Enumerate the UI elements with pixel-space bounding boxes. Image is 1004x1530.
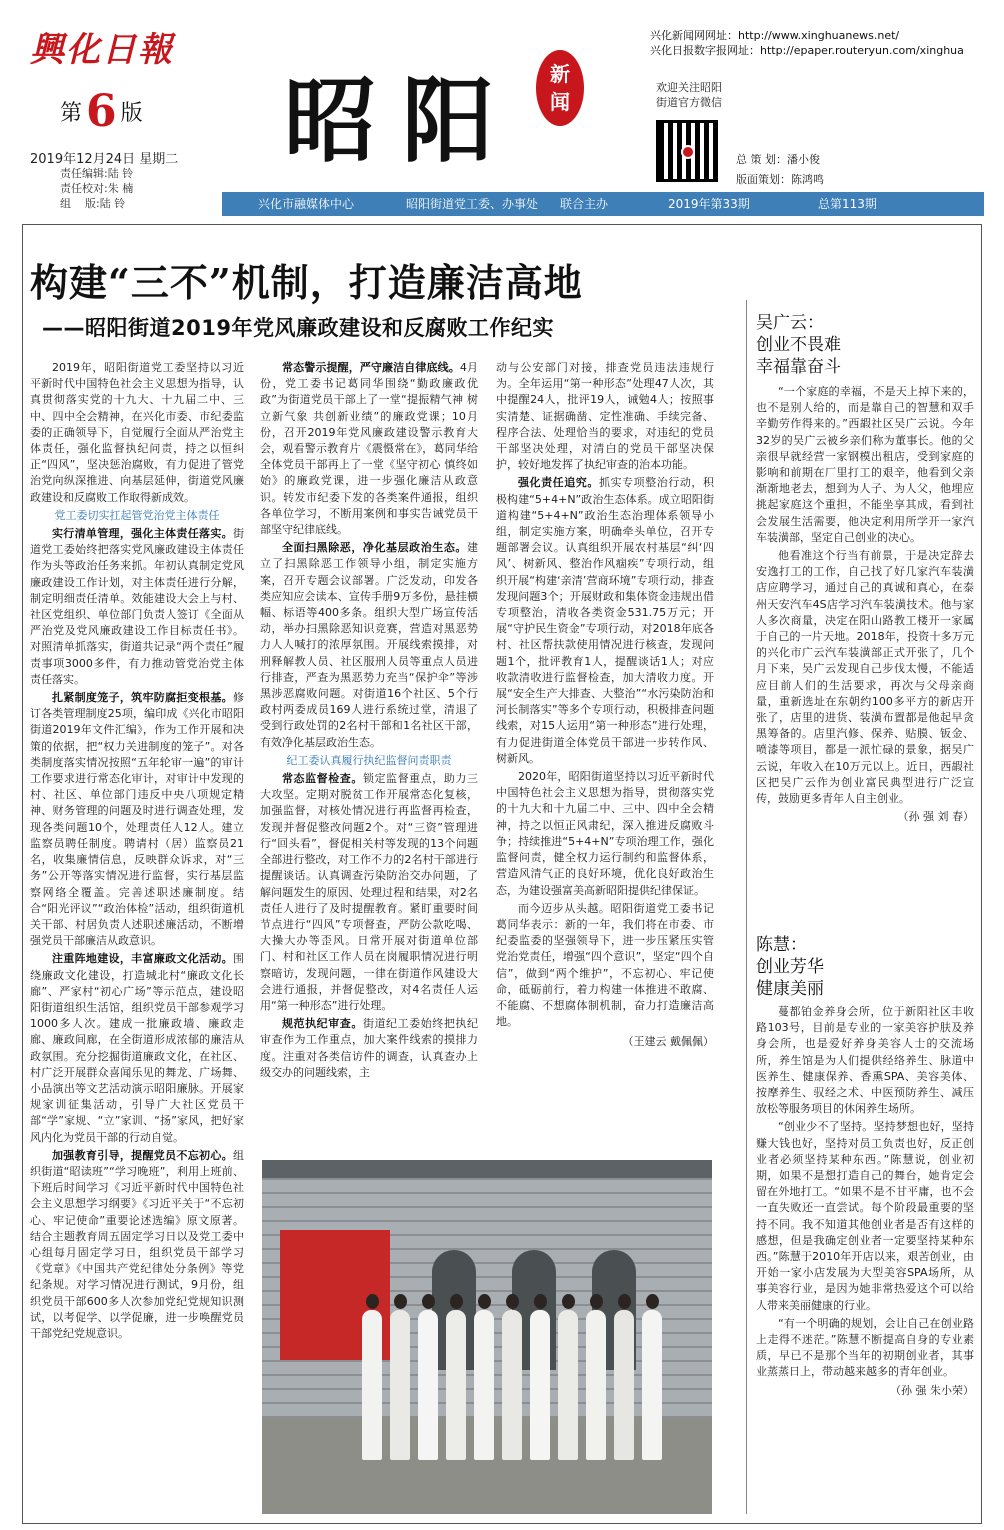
bar-org: 兴化市融媒体中心 [258, 197, 355, 211]
side-story-1-name: 吴广云： [756, 313, 824, 333]
section-heading: 纪工委认真履行执纪监督问责职责 [286, 753, 452, 767]
issue-date: 2019年12月24日 星期二 [30, 152, 179, 167]
side-story-1-body [756, 384, 974, 924]
proof-credit: 责任校对:朱 楠 [60, 182, 134, 195]
article-column-3 [496, 360, 714, 1160]
side-story-1-byline: （孙 强 刘 春） [897, 810, 974, 824]
article-column-1 [30, 360, 244, 1514]
paragraph: 扎紧制度笼子，筑牢防腐拒变根基。修订各类管理制度25项，编印成《兴化市昭阳街道2019年文件汇编》，作为工作开展和决策的依据，把“权力关进制度的笼子”。对各类制度落实情况按照“五年轮审一遍”的审计工作要求进行常态化审计，对审计中发现的村、社区、单位部门违反中央八项规定精神、财务管理的问题及时进行调查处理，发现各类问题10个，处理责任人12人。建立监察员聘任制度。聘请村（居）监察员21名，收集廉情信息，反映群众诉求，对“三务”公开等落实情况进行监督，实行基层监察网络全覆盖。完善述职述廉制度。结合“阳光评议”“政治体检”活动，组织街道机关干部、村居负责人述职述廉活动，不断增强党员干部廉洁从政意识。 [30, 691, 244, 948]
masthead [0, 0, 1004, 222]
paragraph: 2020年，昭阳街道坚持以习近平新时代中国特色社会主义思想为指导，贯彻落实党的十九大和十九届二中、三中、四中全会精神，持之以恒正风肃纪，深入推进反腐败斗争；持续推进“5+4+N”专项治理工作，强化监督问责，健全权力运行制约和监督体系，营造风清气正的良好环境，优化良好政治生态，为建设强富美高新昭阳提供纪律保证。 [496, 770, 714, 897]
photo-person [614, 1310, 634, 1460]
paragraph: 动与公安部门对接，排查党员违法违规行为。全年运用“第一种形态”处理47人次，其中提醒24人，批评19人，诫勉4人；按照事实清楚、证据确凿、定性准确、手续完备、程序合法、处理恰当的要求，对违纪的党员干部坚决处理，对清白的党员干部坚决保护，较好地发挥了执纪审查的治本功能。 [496, 361, 714, 472]
group-oath-photo [262, 1160, 712, 1514]
qr-code-icon[interactable] [656, 120, 718, 182]
chief-planner: 总 策 划：潘小俊 [736, 153, 820, 166]
side-story-2-line1: 创业芳华 [756, 957, 824, 977]
paragraph: “一个家庭的幸福，不是天上掉下来的，也不是别人给的，而是靠自己的智慧和双手辛勤劳作得来的。”西嘏社区吴广云说。今年32岁的吴广云被乡亲们称为董事长。他的父亲很早就经营一家钢模出租店，受到家庭的影响和前期在厂里打工的艰辛，他看到父亲渐渐地老去，想到为人子、为人父，他埋应挑起家庭这个重担，不能坐享其成，看到社会发展生活需要，他决定利用所学开一家汽车装潢部，坚定自己创业的决心。 [756, 385, 974, 544]
paragraph: 全面扫黑除恶，净化基层政治生态。建立了扫黑除恶工作领导小组，制定实施方案，召开专题会议部署。广泛发动，印发各类应知应会读本、宣传手册9万多份，悬挂横幅、标语等400多条。组织大型广场宣传活动，举办扫黑除恶知识竞赛，营造对黑恶势力人人喊打的浓厚氛围。开展线索摸排，对刑释解教人员、社区服刑人员等重点人员进行排查，严查为黑恶势力充当“保护伞”等涉黑涉恶腐败问题。对街道16个社区、5个行政村两委成员169人进行系统过堂，清退了受到行政处罚的2名村干部和1名社区干部，有效净化基层政治生态。 [260, 541, 478, 749]
photo-person [586, 1310, 606, 1460]
newspaper-logo: 興化日報 [30, 30, 174, 70]
photo-person [642, 1310, 662, 1460]
side-story-2-name: 陈慧： [756, 935, 807, 955]
photo-person [558, 1310, 578, 1460]
article-column-2 [260, 360, 478, 1150]
side-story-2-line2: 健康美丽 [756, 979, 824, 999]
wechat-line-1: 欢迎关注昭阳 [656, 81, 722, 94]
paragraph: 蔓都铂金养身会所，位于新阳社区丰收路103号，目前是专业的一家美容护肤及养身会所，也是爱好养身美容人士的交流场所，养生馆是为人们提供经络养生、脉道中医养生、健康保养、香熏SPA、美容美体、按摩养生、驭经之术、中医预防养生、减压放松等服务项目的休闲养生场所。 [756, 1005, 974, 1116]
page-title: 昭阳 [284, 67, 521, 175]
paragraph: 实行清单管理，强化主体责任落实。街道党工委始终把落实党风廉政建设主体责任作为头等政治任务来抓。年初认真制定党风廉政建设工作计划，对主体责任进行分解，制定明细责任清单。效能建设大会上与村、社区党组织、单位部门负责人签订《全面从严治党及党风廉政建设工作目标责任书》。对照清单抓落实，街道共记录“两个责任”履责事项3000多件，有力推动管党治党主体责任落实。 [30, 527, 244, 686]
article-subheadline: ——昭阳街道2019年党风廉政建设和反腐败工作纪实 [42, 316, 554, 340]
bar-joint: 联合主办 [560, 197, 609, 211]
qr-center-logo [681, 145, 695, 159]
side-story-1-title [756, 312, 841, 378]
edition-label: 第6 版 [60, 86, 143, 137]
paragraph: 常态监督检查。锁定监督重点，助力三大攻坚。定期对脱贫工作开展常态化复核，加强监督，对核处情况进行再监督再检查，发现并督促整改问题2个。对“三资”管理进行“回头看”，督促相关村等发现的13个问题全部进行整改，对工作不力的2名村干部进行提醒谈话。认真调查污染防治交办问题，了解问题发生的原因、处理过程和结果，对2名责任人进行了及时提醒教育。紧盯重要时间节点进行“四风”专项督查，严防公款吃喝、大操大办等歪风。日常开展对街道单位部门、村和社区工作人员在岗履职情况进行明察暗访，发现问题，一律在街道作风建设大会进行通报，并督促整改，对4名责任人运用“第一种形态”进行处理。 [260, 772, 478, 1012]
planner-credits [736, 150, 824, 190]
edition-number: 6 [86, 86, 117, 137]
epaper-url[interactable]: 兴化日报数字报网址：http://epaper.routeryun.com/xinghua [650, 44, 964, 57]
article-byline: （王建云 戴佩佩） [622, 1035, 714, 1049]
side-story-2-byline: （孙 强 朱小荣） [890, 1383, 974, 1397]
section-heading: 党工委切实扛起管党治党主体责任 [54, 508, 220, 522]
wechat-line-2: 街道官方微信 [656, 96, 722, 109]
column-divider [746, 300, 747, 1514]
side-story-1-line1: 创业不畏难 [756, 335, 841, 355]
paragraph: “有一个明确的规划，会让自己在创业路上走得不迷茫。”陈慧不断提高自身的专业素质，早已不是那个当年的初期创业者，其事业蒸蒸日上，带动越来越多的青年创业。 [756, 1316, 974, 1379]
bar-issue: 2019年第33期 [668, 197, 750, 211]
photo-person [362, 1310, 382, 1460]
wechat-prompt [656, 80, 722, 110]
paragraph: 加强教育引导，提醒党员不忘初心。组织街道“昭读班”“学习晚班”，利用上班前、下班后时间学习《习近平新时代中国特色社会主义思想学习纲要》《习近平关于“不忘初心、牢记使命”重要论述选编》原文原著。结合主题教育周五固定学习日以及党工委中心组每月固定学习日，组织党员干部学习《党章》《中国共产党纪律处分条例》等党纪条规。对学习情况进行测试，9月份，组织党员干部600多人次参加党纪党规知识测试，以考促学、以学促廉，进一步唤醒党员干部党纪党规意识。 [30, 1148, 244, 1340]
paragraph: 强化责任追究。抓实专项整治行动，积极构建“5+4+N”政治生态体系。成立昭阳街道构建“5+4+N”政治生态治理体系领导小组，制定实施方案，明确牵头单位，召开专题部署会议。认真组织开展农村基层“纠‘四风’、树新风、整治作风痼疾”专项行动，组织开展“构建‘亲清’营商环境”专项行动，排查发现问题3个；开展财政和集体资金违规出借专项整治，清收各类资金531.75万元；开展“守护民生资金”专项行动，对2018年底各村、社区帮扶款使用情况进行核查，发现问题1个，批评教育1人，提醒谈话1人；对应收款清收进行监督检查，加大清收力度。开展“安全生产大排查、大整治”“水污染防治和河长制落实”等多个专项行动，积极排查问题线索，对15人运用“第一种形态”进行处理，有力促进街道全体党员干部进一步转作风、树新风。 [496, 476, 714, 765]
photo-person [474, 1310, 494, 1460]
photo-person [418, 1310, 438, 1460]
news-url[interactable]: 兴化新闻网网址：http://www.xinghuanews.net/ [650, 29, 900, 42]
side-story-2-title [756, 934, 824, 1000]
layout-credit: 组 版:陆 铃 [60, 197, 126, 210]
layout-planner: 版面策划：陈鸿鸣 [736, 173, 824, 186]
photo-person [390, 1310, 410, 1460]
news-seal: 新闻 [536, 50, 584, 126]
website-urls [650, 28, 964, 58]
photo-person [502, 1310, 522, 1460]
paragraph: “创业少不了坚持。坚持梦想也好，坚持赚大钱也好，坚持对员工负责也好，反正创业者必须坚持某种东西。”陈慧说，创业初期，如果不是想打造自己的舞台，她肯定会留在外地打工。“如果不是不甘平庸，也不会一直失败还一直尝试。每个阶段最重要的坚持不同。我不知道其他创业者是否有这样的感想，但是我确定创业者一定要坚持某种东西。”陈慧于2010年开店以来，艰苦创业，由开始一家小店发展为大型美容SPA场所，从事美容行业，是因为她非常热爱这个可以给人带来美丽健康的行业。 [756, 1120, 974, 1312]
paragraph: 常态警示提醒，严守廉洁自律底线。4月份，党工委书记葛同华围绕“勤政廉政优政”为街道党员干部上了一堂“提振精气神 树立新气象 共创新业绩”的廉政党课；10月份，召开2019年党风廉政建设警示教育大会，观看警示教育片《震慑常在》，葛同华给全体党员干部再上了一堂《坚守初心 慎终如始》的廉政党课，进一步强化廉洁从政意识。转发市纪委下发的各类案件通报，组织各单位学习，不断用案例和事实告诫党员干部坚守纪律底线。 [260, 361, 478, 537]
paragraph: 2019年，昭阳街道党工委坚持以习近平新时代中国特色社会主义思想为指导，认真贯彻落实党的十九大、十九届二中、三中、四中全会精神，在兴化市委、市纪委监委的正确领导下，自觉履行全面从严治党主体责任，强化监督执纪问责，持之以恒纠正“四风”，坚决惩治腐败，有力促进了管党治党向纵深推进、向基层延伸，街道党风廉政建设和反腐败工作取得新成效。 [30, 361, 244, 504]
bar-host: 昭阳街道党工委、办事处 [406, 197, 539, 211]
photo-person [530, 1310, 550, 1460]
publisher-bar [222, 192, 984, 216]
paragraph: 规范执纪审查。街道纪工委始终把执纪审查作为工作重点，加大案件线索的摸排力度。注重对各类信访件的调查，认真查办上级交办的问题线索，主 [260, 1017, 478, 1079]
side-story-1-line2: 幸福靠奋斗 [756, 357, 841, 377]
bar-total: 总第113期 [818, 197, 877, 211]
article-headline: 构建“三不”机制，打造廉洁高地 [30, 260, 583, 305]
paragraph: 而今迈步从头越。昭阳街道党工委书记葛同华表示：新的一年，我们将在市委、市纪委监委的坚强领导下，进一步压紧压实管党治党责任，增强“四个意识”，坚定“四个自信”，做到“两个维护”，不忘初心、牢记使命，砥砺前行，着力构建一体推进不敢腐、不能腐、不想腐体制机制，奋力打造廉洁高地。 [496, 901, 714, 1029]
side-story-2-body [756, 1004, 974, 1514]
staff-credits [60, 166, 133, 211]
paragraph: 注重阵地建设，丰富廉政文化活动。围绕廉政文化建设，打造城北村“廉政文化长廊”、严家村“初心广场”等示范点，建设昭阳街道组织生活馆，组织党员干部参观学习1000多人次。建成一批廉政墙、廉政走廊、廉政间廊，在全街道形成浓郁的廉洁从政氛围。充分挖掘街道廉政文化，在社区、村广泛开展群众喜闻乐见的舞龙、广场舞、小品演出等文艺活动演示昭阳廉脉。开展家规家训征集活动，引导广大社区党员干部“学”家规、“立”家训、“扬”家风，把好家风内化为党员干部的行动自觉。 [30, 952, 244, 1144]
photo-person [446, 1310, 466, 1460]
editor-credit: 责任编辑:陆 铃 [60, 167, 134, 180]
paragraph: 他看准这个行当有前景，于是决定辞去安逸打工的工作，自己找了好几家汽车装潢店应聘学习，通过自己的真诚和真心，在泰州天安汽车4S店学习汽车装潢技术。他与家人多次商量，决定在阳山路教工楼开一家属于自己的一片天地。2018年，投资十多万元的兴化市广云汽车装潢部正式开张了，几个月下来，吴广云发现自己步伐太慢，不能适应目前人们的生活要求，再次与父母亲商量，重新选址在东朝约100多平方的新店开张了，店里的进货、装潢布置都是他起早贪黑筹备的。店里汽修、保养、贴膜、钣金、喷漆等项目，都是一派忙碌的景象，据吴广云说，年收入在10万元以上。近日，西嘏社区把吴广云作为创业富民典型进行广泛宣传，鼓励更多青年人自主创业。 [756, 549, 974, 806]
